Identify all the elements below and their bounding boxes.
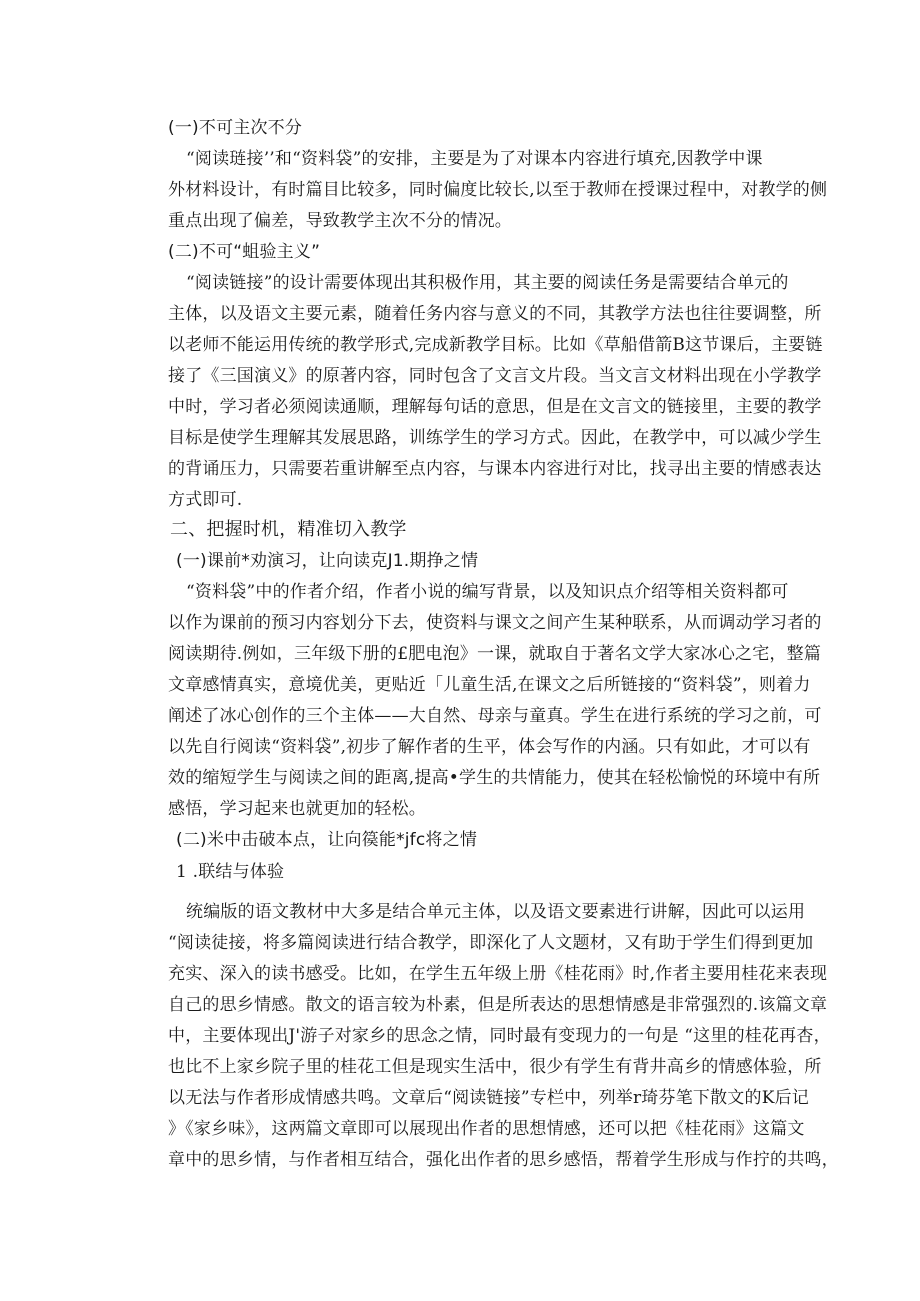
chapter-heading: 二、把握时机，精准切入教学 [170, 519, 407, 540]
section-heading: (二)米中击破本点，让向篌能*jfc将之情 [176, 830, 478, 850]
paragraph-line: 阐述了冰心创作的三个主体——大自然、母亲与童真。学生在进行系统的学习之前，可 [168, 706, 822, 726]
paragraph-line: 也比不上家乡院子里的桂花工但是现实生活中，很少有学生有背井高乡的情感体验，所 [168, 1057, 822, 1077]
paragraph-line: 章中的思乡情，与作者相互结合，强化出作者的思乡感悟，帮着学生形成与作拧的共鸣， [168, 1150, 839, 1170]
paragraph-line: 以无法与作者形成情感共鸣。文章后“阅读链接”专栏中，列举r琦芬笔下散文的K后记 [168, 1088, 810, 1108]
paragraph-line: 目标是使学生理解其发展思路，训练学生的学习方式。因此，在教学中，可以减少学生 [168, 428, 822, 448]
paragraph-line: 重点出现了偏差，导致教学主次不分的情况。 [168, 211, 512, 231]
paragraph-line: 效的缩短学生与阅读之间的距离,提高•学生的共情能力，使其在轻松愉悦的环境中有所 [168, 768, 821, 788]
paragraph-line: 统编版的语文教材中大多是结合单元主体，以及语文要素进行讲解，因此可以运用 [186, 902, 806, 922]
paragraph-line: 主体，以及语文主要元素，随着任务内容与意义的不同，其教学方法也往往要调整，所 [168, 304, 822, 324]
paragraph-line: 充实、深入的读书感受。比如，在学生五年级上册《桂花雨》时,作者主要用桂花来表现 [168, 964, 828, 984]
subsection-heading: 1 .联结与体验 [176, 862, 285, 882]
paragraph-line: “阅读琏接’’和“资料袋”的安排，主要是为了对课本内容进行填充,因教学中课 [186, 149, 763, 169]
section-heading: (一)不可主次不分 [168, 118, 303, 138]
paragraph-line: 的背诵压力，只需要若重讲解至点内容，与课本内容进行对比，找寻出主要的情感表达 [168, 459, 822, 479]
paragraph-line: 自己的思乡情感。散文的语言较为朴素，但是所表达的思想情感是非常强烈的.该篇文章 [168, 995, 828, 1015]
paragraph-line: 外材料设计，有时篇目比较多，同时偏度比较长,以至于教师在授课过程中，对教学的侧 [168, 180, 828, 200]
paragraph-line: 接了《三国演义》的原著内容，同时包含了文言文片段。当文言文材料出现在小学教学 [168, 366, 822, 386]
paragraph-line: 文章感情真实，意境优美，更贴近「儿童生活,在课文之后所链接的“资料袋”，则着力 [168, 675, 811, 695]
paragraph-line: 》《家乡味》，这两篇文章即可以展现出作者的思想情感，还可以把《桂花雨》这篇文 [168, 1119, 805, 1139]
paragraph-line: 感悟，学习起来也就更加的轻松。 [168, 799, 426, 819]
paragraph-line: “阅读链接”的设计需要体现出其积极作用，其主要的阅读任务是需要结合单元的 [186, 273, 789, 293]
paragraph-line: “阅读徒接，将多篇阅读进行结合教学，即深化了人文题材，又有助于学生们得到更加 [168, 933, 814, 953]
section-heading: (二)不可“蛆验主义” [168, 242, 321, 262]
paragraph-line: 以先自行阅读“资料袋”,初步了解作者的生平，体会写作的内涵。只有如此，才可以有 [168, 737, 811, 757]
paragraph-line: 以老师不能运用传统的教学形式,完成新教学目标。比如《草船借箭B这节课后，主要链 [168, 335, 823, 355]
section-heading: (一)课前*劝演习，让向读克J1.期挣之情 [176, 551, 479, 571]
paragraph-line: 方式即可. [168, 490, 243, 510]
paragraph-line: 中，主要体现出J'游子对家乡的思念之情，同时最有变现力的一句是 “这里的桂花再杏， [168, 1026, 831, 1046]
paragraph-line: 中时，学习者必须阅读通顺，理解每句话的意思，但是在文言文的链接里，主要的教学 [168, 397, 822, 417]
paragraph-line: 阅读期待.例如，三年级下册的£肥电泡》一课，就取自于著名文学大家冰心之宅，整篇 [168, 644, 822, 664]
paragraph-line: “资料袋”中的作者介绍，作者小说的编写背景，以及知识点介绍等相关资料都可 [186, 582, 789, 602]
paragraph-line: 以作为课前的预习内容划分下去，使资料与课文之间产生某种联系，从而调动学习者的 [168, 613, 822, 633]
